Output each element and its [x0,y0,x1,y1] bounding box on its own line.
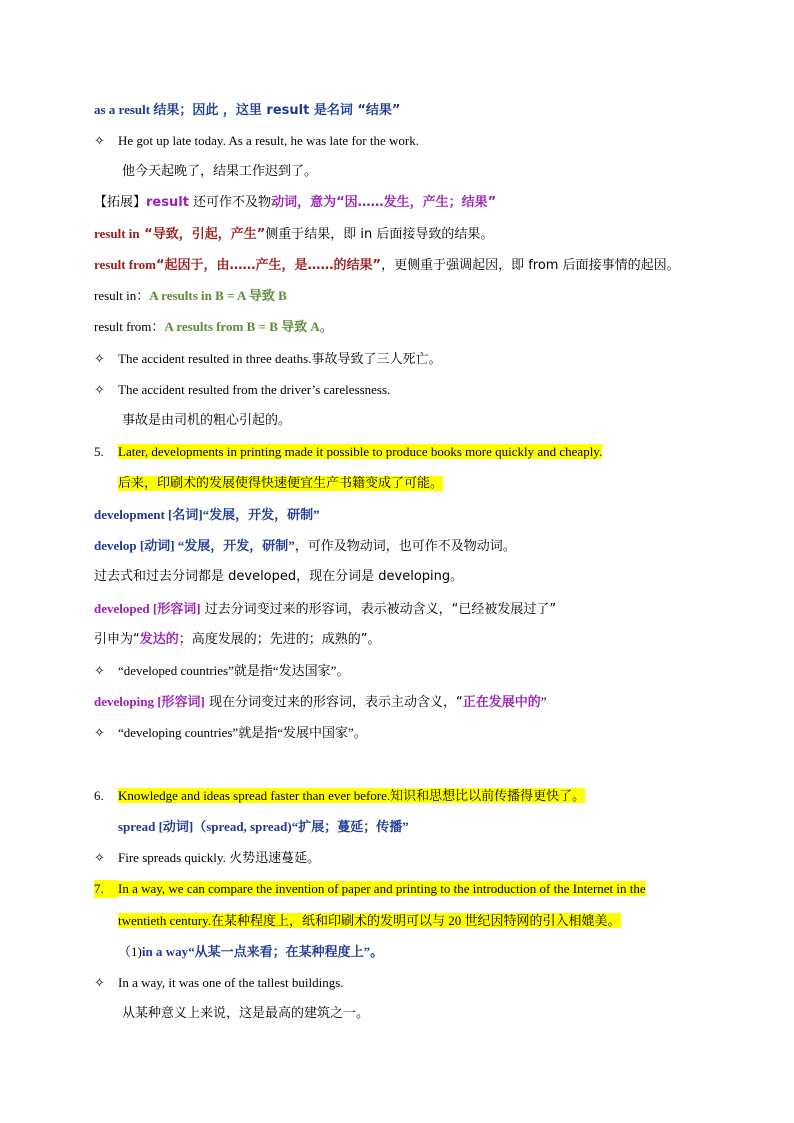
diamond-icon: ✧ [94,133,105,148]
in-a-way-def: （1)in a way“从某一点来看；在某种程度上”。 [118,944,384,959]
sentence-7-cont: twentieth century.在某种程度上，纸和印刷术的发明可以与 20 世纪因特网的引入相媲美。 [118,913,621,928]
translation-line: 从某种意义上来说，这是最高的建筑之一。 [122,1006,370,1021]
sentence-5: 5. Later, developments in printing made it possible to produce books more quickly and cheaply. [94,444,603,459]
example-line: ✧ “developing countries”就是指“发展中国家”。 [94,725,367,740]
example-line: ✧ The accident resulted from the driver’s carelessness. [94,382,391,397]
sentence-7: 7. In a way, we can compare the invention of paper and printing to the introduction of the Internet in the [94,881,646,896]
diamond-icon: ✧ [94,382,105,397]
diamond-icon: ✧ [94,975,105,990]
development-def: development [名词]“发展，开发，研制” [94,507,320,522]
develop-forms: 过去式和过去分词都是 developed，现在分词是 developing。 [94,569,464,584]
diamond-icon: ✧ [94,725,105,740]
diamond-icon: ✧ [94,663,105,678]
spread-def: spread [动词]（spread, spread)“扩展；蔓延；传播” [118,819,409,834]
extension-line: 【拓展】result 还可作不及物动词，意为“因……发生，产生；结果” [94,195,497,210]
result-in-formula: result in：A results in B = A 导致 B [94,288,287,303]
sentence-6: 6. Knowledge and ideas spread faster than ever before.知识和思想比以前传播得更快了。 [94,788,586,803]
developed-extension: 引申为“发达的；高度发展的；先进的；成熟的”。 [94,632,381,647]
diamond-icon: ✧ [94,850,105,865]
result-in-line: result in “导致，引起，产生”侧重于结果，即 in 后面接导致的结果。 [94,226,494,242]
diamond-icon: ✧ [94,351,105,366]
example-line: ✧ He got up late today. As a result, he was late for the work. [94,133,419,148]
result-from-line: result from“起因于，由……产生，是……的结果”，更侧重于强调起因，即 from 后面接事情的起因。 [94,257,680,273]
example-line: ✧ “developed countries”就是指“发达国家”。 [94,663,350,678]
line-as-a-result: as a result 结果；因此 ，这里 result 是名词 “结果” [94,102,401,118]
result-from-formula: result from：A results from B = B 导致 A。 [94,319,333,334]
translation-line: 事故是由司机的粗心引起的。 [122,413,292,428]
translation-line: 他今天起晚了，结果工作迟到了。 [122,164,318,179]
example-line: ✧ The accident resulted in three deaths.事故导致了三人死亡。 [94,351,442,366]
sentence-5-translation: 后来，印刷术的发展使得快速便宜生产书籍变成了可能。 [118,476,444,491]
developed-def: developed [形容词] 过去分词变过来的形容词，表示被动含义，“已经被发展过了” [94,601,557,617]
example-line: ✧ In a way, it was one of the tallest buildings. [94,975,344,990]
example-line: ✧ Fire spreads quickly. 火势迅速蔓延。 [94,850,321,865]
developing-def: developing [形容词] 现在分词变过来的形容词，表示主动含义，“正在发展中的” [94,694,547,710]
develop-def: develop [动词] “发展，开发，研制”，可作及物动词，也可作不及物动词。 [94,538,516,554]
